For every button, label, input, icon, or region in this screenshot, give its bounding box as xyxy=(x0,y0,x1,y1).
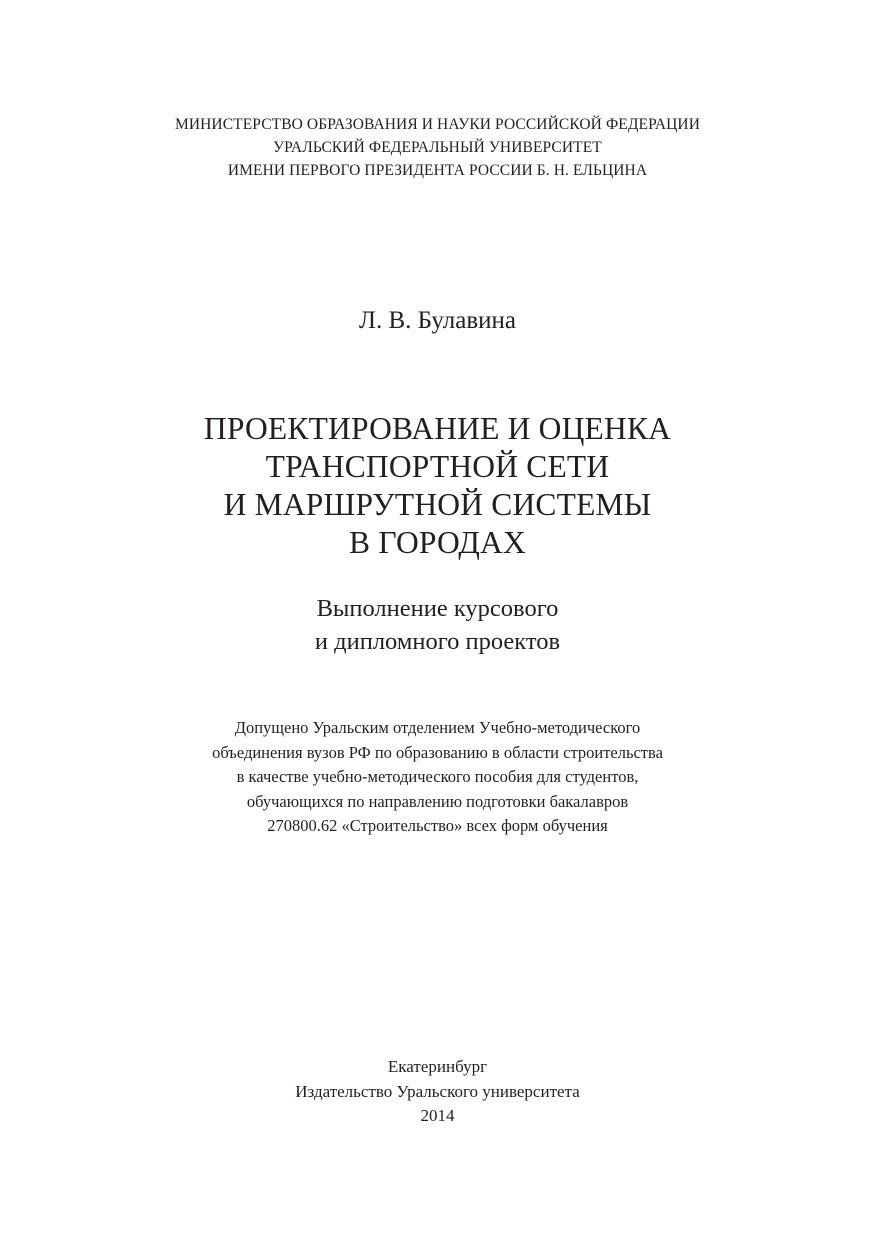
title-line-4: В ГОРОДАХ xyxy=(349,525,526,560)
university-name-line: ИМЕНИ ПЕРВОГО ПРЕЗИДЕНТА РОССИИ Б. Н. ЕЛЬЦИНА xyxy=(227,162,648,179)
approval-note xyxy=(0,716,875,839)
book-title xyxy=(0,410,875,562)
title-line-1: ПРОЕКТИРОВАНИЕ И ОЦЕНКА xyxy=(203,411,672,446)
author-line: Л. В. Булавина xyxy=(359,307,516,334)
approval-line-3: в качестве учебно-методического пособия для студентов, xyxy=(236,767,639,786)
institution-header xyxy=(0,113,875,182)
approval-line-5: 270800.62 «Строительство» всех форм обучения xyxy=(267,816,608,835)
imprint-publisher: Издательство Уральского университета xyxy=(295,1081,580,1101)
approval-line-4: обучающихся по направлению подготовки бакалавров xyxy=(246,791,629,811)
publication-imprint xyxy=(0,1055,875,1129)
university-line: УРАЛЬСКИЙ ФЕДЕРАЛЬНЫЙ УНИВЕРСИТЕТ xyxy=(273,139,602,156)
imprint-year: 2014 xyxy=(420,1106,455,1125)
subtitle-line-1: Выполнение курсового xyxy=(316,595,559,622)
author-name xyxy=(0,305,875,337)
imprint-city: Екатеринбург xyxy=(387,1057,488,1076)
book-subtitle xyxy=(0,592,875,658)
title-line-3: И МАРШРУТНОЙ СИСТЕМЫ xyxy=(223,487,652,522)
approval-line-2: объединения вузов РФ по образованию в области строительства xyxy=(212,742,663,762)
subtitle-line-2: и дипломного проектов xyxy=(314,628,561,655)
title-line-2: ТРАНСПОРТНОЙ СЕТИ xyxy=(265,449,610,484)
approval-line-1: Допущено Уральским отделением Учебно-методического xyxy=(234,718,641,737)
ministry-line: МИНИСТЕРСТВО ОБРАЗОВАНИЯ И НАУКИ РОССИЙСКОЙ ФЕДЕРАЦИИ xyxy=(174,116,701,133)
